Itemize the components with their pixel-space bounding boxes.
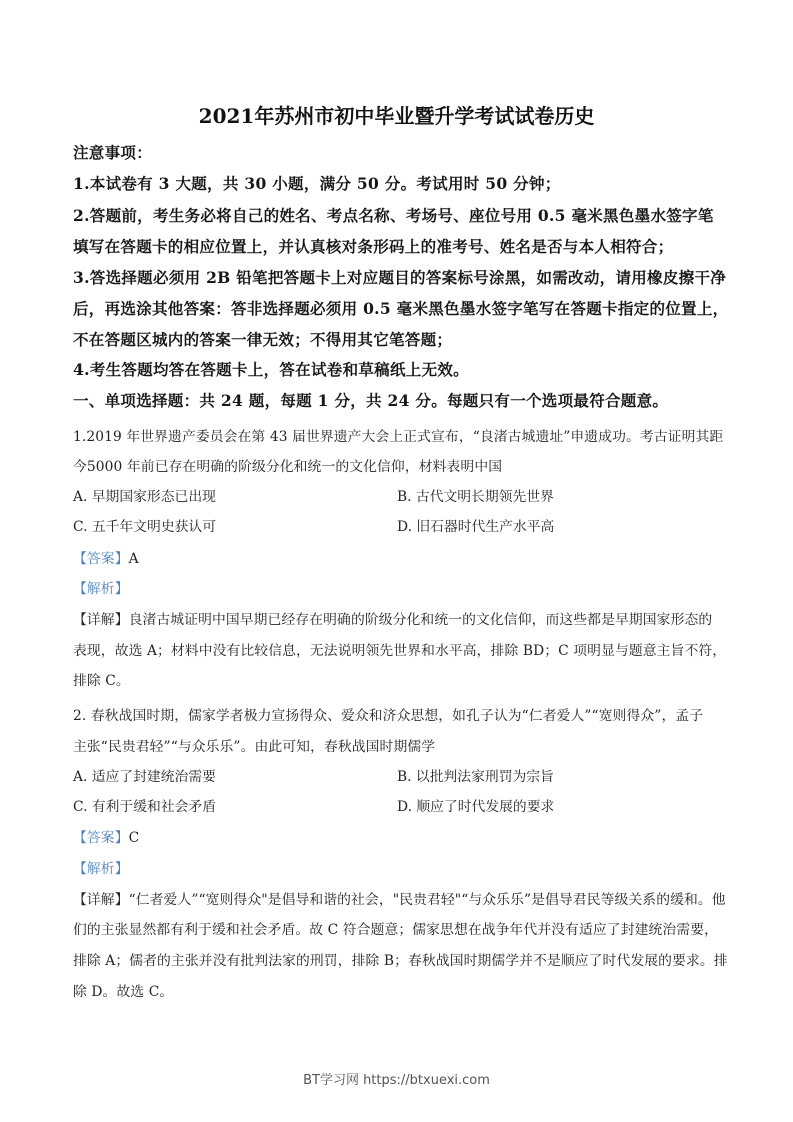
option-letter: C. [73, 519, 88, 535]
option-text: 适应了封建统治需要 [91, 769, 216, 785]
analysis-label: 【解析】 [73, 581, 129, 597]
option-text: 顺应了时代发展的要求 [416, 799, 555, 815]
analysis-label: 【解析】 [73, 861, 129, 877]
detail-label: 【详解】 [73, 892, 129, 908]
option-d [397, 795, 554, 815]
option-a [73, 485, 216, 505]
detail-line [73, 608, 712, 628]
option-text: 以批判法家刑罚为宗旨 [415, 769, 554, 785]
answer-label: 【答案】 [73, 830, 129, 846]
notice-line-3: 填写在答题卡的相应位置上，并认真核对条形码上的准考号、姓名是否与本人相符合； [73, 237, 674, 256]
option-c [73, 795, 216, 815]
option-text: 旧石器时代生产水平高 [416, 519, 555, 535]
notice-line-6: 不在答题区城内的答案一律无效；不得用其它笔答题； [73, 330, 453, 349]
detail-line: 表现，故选 A；材料中没有比较信息，无法说明领先世界和水平高，排除 BD；C 项明显与题意主旨不符， [73, 643, 727, 659]
section-heading: 一、单项选择题：共 24 题，每题 1 分，共 24 分。每题只有一个选项最符合题意。 [73, 391, 669, 410]
question-stem-line: 1.2019 年世界遗产委员会在第 43 届世界遗产大会上正式宣布，“良渚古城遗址”申遗成功。考古证明其距 [73, 429, 724, 445]
page-title: 2021年苏州市初中毕业暨升学考试试卷历史 [198, 104, 595, 128]
option-c [73, 515, 216, 535]
option-letter: C. [73, 799, 88, 815]
question-stem-line: 主张“民贵君轻”“与众乐乐”。由此可知，春秋战国时期儒学 [73, 739, 436, 755]
question-stem-line: 2. 春秋战国时期，儒家学者极力宣扬得众、爱众和济众思想，如孔子认为“仁者爱人”“宽则得众”，孟子 [73, 708, 704, 724]
question-stem-line: 今5000 年前已存在明确的阶级分化和统一的文化信仰，材料表明中国 [73, 459, 503, 475]
detail-text: 良渚古城证明中国早期已经存在明确的阶级分化和统一的文化信仰，而这些都是早期国家形态的 [128, 612, 713, 628]
notice-line-2: 2.答题前，考生务必将自己的姓名、考点名称、考场号、座位号用 0.5 毫米黑色墨水签字笔 [73, 206, 714, 225]
answer-value: C [128, 830, 140, 846]
detail-line: 排除 A；儒者的主张并没有批判法家的刑罚，排除 B；春秋战国时期儒学并不是顺应了时代发展的要求。排 [73, 953, 728, 969]
detail-label: 【详解】 [73, 612, 129, 628]
option-letter: A. [73, 769, 88, 785]
notice-line-1: 1.本试卷有 3 大题，共 30 小题，满分 50 分。考试用时 50 分钟； [73, 174, 561, 193]
notice-heading: 注意事项： [73, 143, 153, 162]
analysis-line [73, 857, 129, 877]
option-letter: B. [397, 769, 412, 785]
option-text: 早期国家形态已出现 [91, 489, 216, 505]
notice-line-7: 4.考生答题均答在答题卡上，答在试卷和草稿纸上无效。 [73, 360, 469, 379]
option-letter: B. [397, 489, 412, 505]
analysis-line [73, 577, 129, 597]
option-a [73, 765, 216, 785]
footer-watermark: BT学习网 https://btxuexi.com [303, 1073, 490, 1088]
option-d [397, 515, 554, 535]
option-letter: D. [397, 799, 412, 815]
option-b [397, 485, 554, 505]
option-text: 有利于缓和社会矛盾 [91, 799, 217, 815]
detail-line: 们的主张显然都有利于缓和社会矛盾。故 C 符合题意；儒家思想在战争年代并没有适应了封建统治需要， [73, 922, 718, 938]
detail-line: 除 D。故选 C。 [73, 984, 174, 1000]
option-letter: A. [73, 489, 88, 505]
detail-line: 排除 C。 [73, 673, 130, 689]
option-b [397, 765, 554, 785]
detail-line [73, 888, 726, 908]
answer-label: 【答案】 [73, 551, 129, 567]
answer-line [73, 826, 139, 846]
option-letter: D. [397, 519, 412, 535]
detail-text: “仁者爱人”“宽则得众"是倡导和谐的社会，"民贵君轻"“与众乐乐”是倡导君民等级关系的缓和。他 [128, 892, 726, 908]
option-text: 古代文明长期领先世界 [415, 489, 554, 505]
notice-line-5: 后，再选涂其他答案：答非选择题必须用 0.5 毫米黑色墨水签字笔写在答题卡指定的位置上， [73, 299, 729, 318]
notice-line-4: 3.答选择题必须用 2B 铅笔把答题卡上对应题目的答案标号涂黑，如需改动，请用橡皮擦干净 [73, 268, 727, 287]
answer-value: A [128, 551, 139, 567]
answer-line [73, 547, 139, 567]
option-text: 五千年文明史获认可 [91, 519, 217, 535]
